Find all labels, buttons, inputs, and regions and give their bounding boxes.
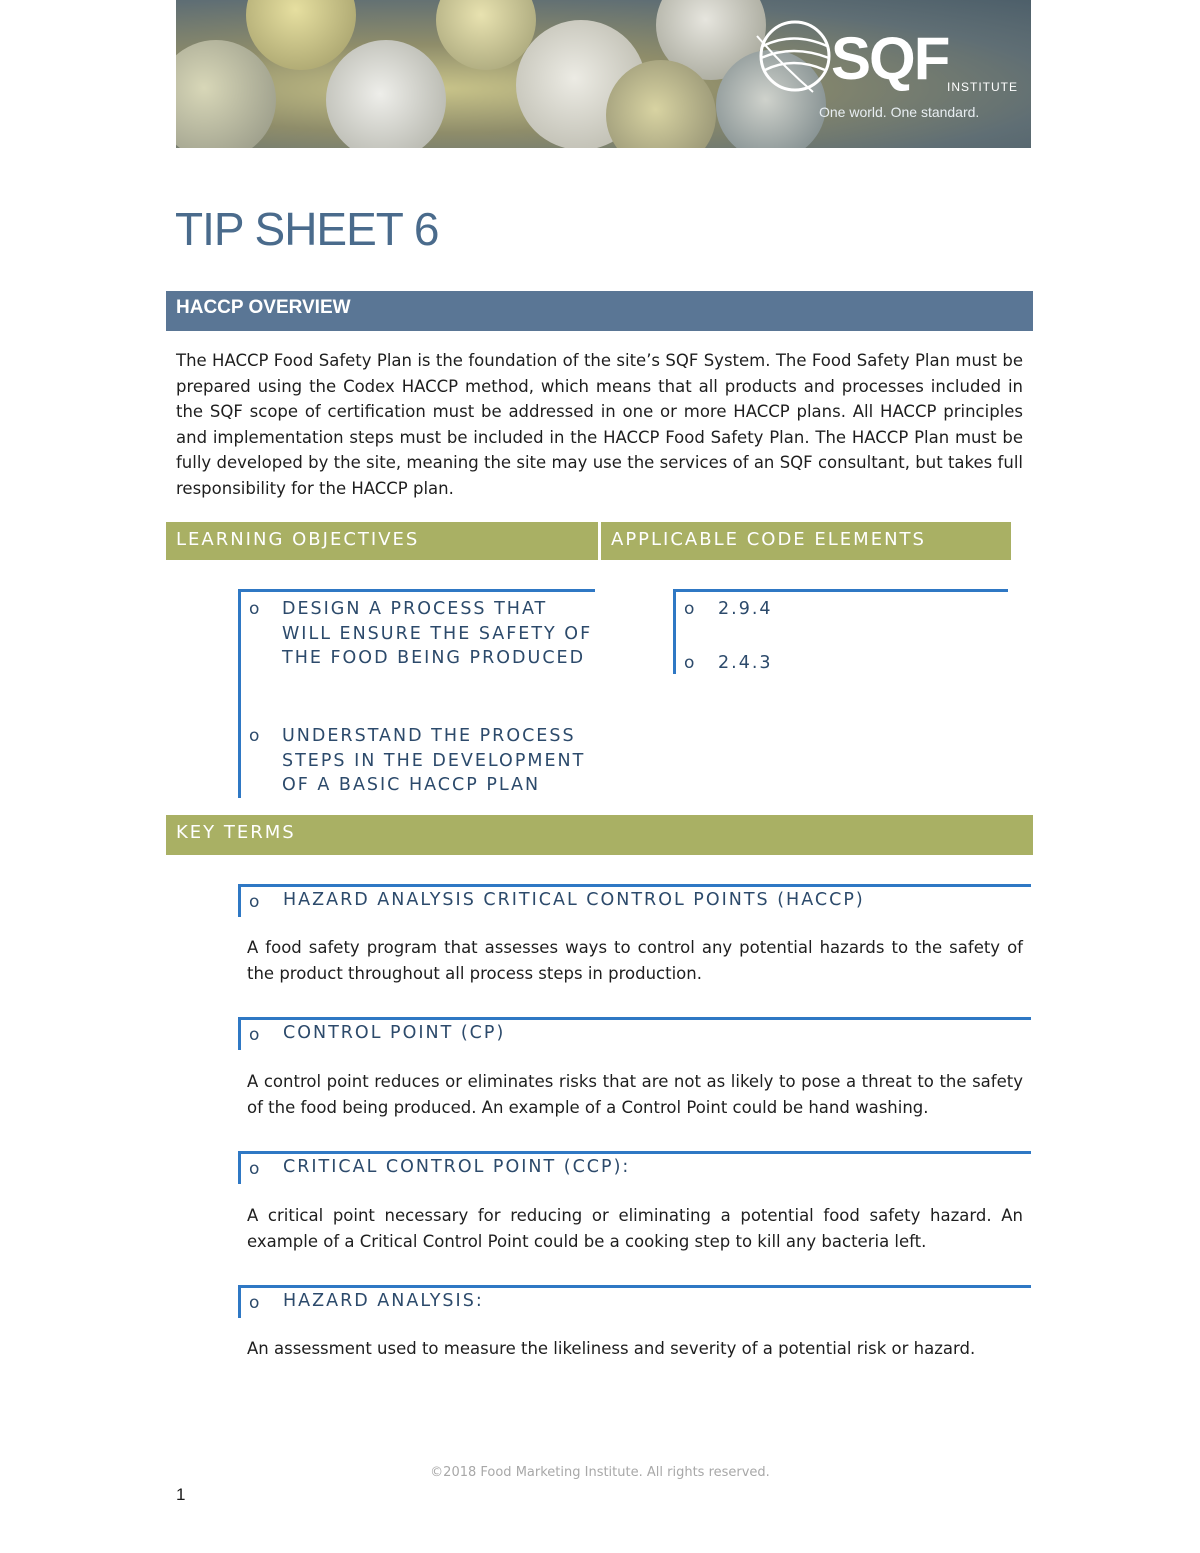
code-element-text: 2.9.4 bbox=[718, 599, 773, 619]
key-term-header bbox=[238, 1285, 1031, 1318]
header-banner-image bbox=[176, 0, 1031, 148]
section-header-learning-objectives bbox=[166, 522, 598, 560]
overview-paragraph: The HACCP Food Safety Plan is the foundation of the site’s SQF System. The Food Safety Plan must be prepared using the Codex HACCP method, which means that all products and processes included in the SQF scope of certification must be addressed in one or more HACCP plans. All HACCP principles and implementation steps must be included in the HACCP Food Safety Plan. The HACCP Plan must be fully developed by the site, meaning the site may use the services of an SQF consultant, but takes full responsibility for the HACCP plan. bbox=[176, 351, 1023, 498]
bullet-icon: o bbox=[249, 892, 260, 912]
section-heading: HACCP OVERVIEW bbox=[176, 297, 351, 318]
bullet-icon: o bbox=[249, 1025, 260, 1045]
sqf-institute-logo bbox=[753, 14, 1018, 124]
key-term-header bbox=[238, 1151, 1031, 1184]
bullet-icon: o bbox=[684, 653, 697, 673]
key-term-header bbox=[238, 1017, 1031, 1050]
code-element-text: 2.4.3 bbox=[718, 653, 773, 673]
bullet-icon: o bbox=[249, 599, 262, 619]
key-term-label: CONTROL POINT (CP) bbox=[283, 1023, 506, 1043]
bullet-icon: o bbox=[249, 1293, 260, 1313]
logo-text: SQF bbox=[831, 25, 949, 92]
bullet-icon: o bbox=[249, 726, 262, 746]
section-header-key-terms bbox=[166, 815, 1033, 855]
section-header-overview bbox=[166, 291, 1033, 331]
section-heading: APPLICABLE CODE ELEMENTS bbox=[611, 529, 926, 550]
page-title: TIP SHEET 6 bbox=[175, 203, 439, 255]
key-term-label: HAZARD ANALYSIS: bbox=[283, 1291, 484, 1311]
key-term-definition: A control point reduces or eliminates risks that are not as likely to pose a threat to the safety of the food being produced. An example of a Control Point could be hand washing. bbox=[247, 1072, 1023, 1117]
key-term-definition: An assessment used to measure the likeliness and severity of a potential risk or hazard. bbox=[247, 1339, 976, 1358]
key-term-label: CRITICAL CONTROL POINT (CCP): bbox=[283, 1157, 631, 1177]
logo-subtext: INSTITUTE bbox=[947, 80, 1018, 94]
bottle-cap-decoration bbox=[246, 0, 356, 70]
bottle-cap-decoration bbox=[326, 40, 446, 148]
key-term-definition: A food safety program that assesses ways to control any potential hazards to the safety of the product throughout all process steps in production. bbox=[247, 938, 1023, 983]
globe-icon bbox=[753, 16, 833, 96]
section-heading: KEY TERMS bbox=[176, 822, 296, 843]
code-elements-list bbox=[673, 589, 1008, 674]
bullet-icon: o bbox=[684, 599, 697, 619]
key-term-definition: A critical point necessary for reducing or eliminating a potential food safety hazard. An example of a Critical Control Point could be a cooking step to kill any bacteria left. bbox=[247, 1206, 1023, 1251]
logo-tagline: One world. One standard. bbox=[819, 104, 980, 120]
key-term-label: HAZARD ANALYSIS CRITICAL CONTROL POINTS (HACCP) bbox=[283, 890, 865, 910]
objective-text: UNDERSTAND THE PROCESS STEPS IN THE DEVELOPMENT OF A BASIC HACCP PLAN bbox=[282, 726, 586, 795]
page-number: 1 bbox=[176, 1485, 186, 1504]
bottle-cap-decoration bbox=[176, 40, 276, 148]
objective-text: DESIGN A PROCESS THAT WILL ENSURE THE SAFETY OF THE FOOD BEING PRODUCED bbox=[282, 599, 593, 668]
section-heading: LEARNING OBJECTIVES bbox=[176, 529, 420, 550]
bullet-icon: o bbox=[249, 1159, 260, 1179]
copyright-footer: ©2018 Food Marketing Institute. All rights reserved. bbox=[430, 1465, 770, 1480]
section-header-code-elements bbox=[601, 522, 1011, 560]
learning-objectives-list bbox=[238, 589, 595, 798]
key-term-header bbox=[238, 884, 1031, 917]
